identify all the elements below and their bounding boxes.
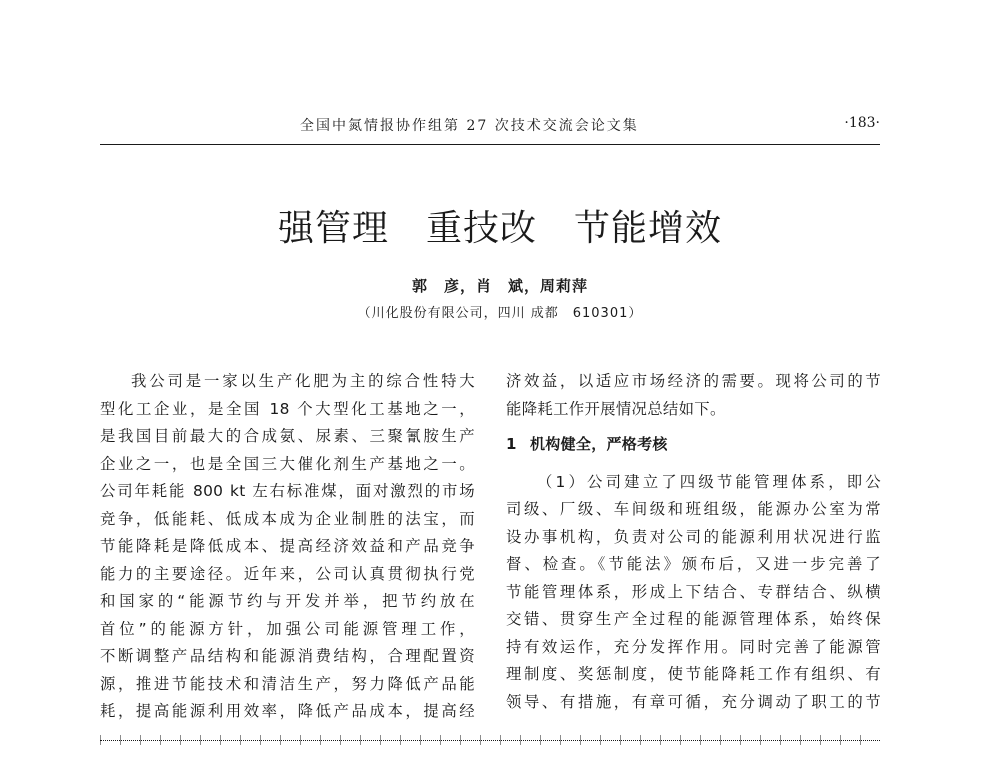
- body-line: 型化工企业，是全国 18 个大型化工基地之一，: [100, 399, 475, 418]
- body-column-right: [506, 368, 881, 716]
- body-line: 不断调整产品结构和能源消费结构，合理配置资: [100, 647, 475, 665]
- body-line: 持有效运作，充分发挥作用。同时完善了能源管: [506, 637, 881, 656]
- header-rule: [100, 144, 880, 145]
- body-line: 竞争，低能耗、低成本成为企业制胜的法宝，而: [100, 509, 475, 528]
- body-line: 我公司是一家以生产化肥为主的综合性特大: [131, 372, 475, 390]
- body-line: 企业之一，也是全国三大催化剂生产基地之一。: [100, 454, 475, 473]
- paper-title: 强管理 重技改 节能增效: [277, 208, 722, 249]
- running-title: 全国中氮情报协作组第 27 次技术交流会论文集: [300, 118, 639, 134]
- body-line: 节能管理体系，形成上下结合、专群结合、纵横: [506, 582, 881, 601]
- paper-authors: 郭 彦，肖 斌，周莉萍: [411, 277, 588, 295]
- body-line: 济效益，以适应市场经济的需要。现将公司的节: [506, 372, 881, 390]
- section-number: 1: [506, 435, 517, 453]
- body-line: 和国家的“能源节约与开发并举，把节约放在: [100, 592, 475, 610]
- body-line: 首位”的能源方针，加强公司能源管理工作，: [100, 619, 475, 638]
- page-number: ·183·: [844, 115, 880, 131]
- body-line: 司级、厂级、车间级和班组级，能源办公室为常: [506, 500, 881, 518]
- body-line: 理制度、奖惩制度，使节能降耗工作有组织、有: [506, 665, 881, 683]
- footer-rule: [100, 740, 880, 741]
- section-heading: [506, 431, 881, 459]
- body-line: 领导、有措施，有章可循，充分调动了职工的节: [506, 692, 881, 711]
- body-line: 节能降耗是降低成本、提高经济效益和产品竞争: [100, 537, 475, 555]
- running-header: [100, 115, 880, 135]
- section-heading-text: 机构健全，严格考核: [530, 435, 668, 453]
- body-line: 能降耗工作开展情况总结如下。: [506, 399, 726, 418]
- body-line: 交错、贯穿生产全过程的能源管理体系，始终保: [506, 610, 881, 628]
- body-line: 耗，提高能源利用效率，降低产品成本，提高经: [100, 702, 475, 720]
- body-line: 公司年耗能 800 kt 左右标准煤，面对激烈的市场: [100, 482, 475, 500]
- body-line: 设办事机构，负责对公司的能源利用状况进行监: [506, 527, 881, 546]
- body-line: 是我国目前最大的合成氨、尿素、三聚氰胺生产: [100, 427, 475, 445]
- body-line: 能力的主要途径。近年来，公司认真贯彻执行党: [100, 564, 475, 583]
- body-line: 督、检查。《节能法》颁布后，又进一步完善了: [506, 555, 881, 573]
- body-column-left: [100, 368, 475, 726]
- body-line: （1）公司建立了四级节能管理体系，即公: [537, 472, 881, 491]
- body-line: 源，推进节能技术和清洁生产，努力降低产品能: [100, 674, 475, 693]
- paper-affiliation: （川化股份有限公司，四川 成都 610301）: [357, 306, 643, 321]
